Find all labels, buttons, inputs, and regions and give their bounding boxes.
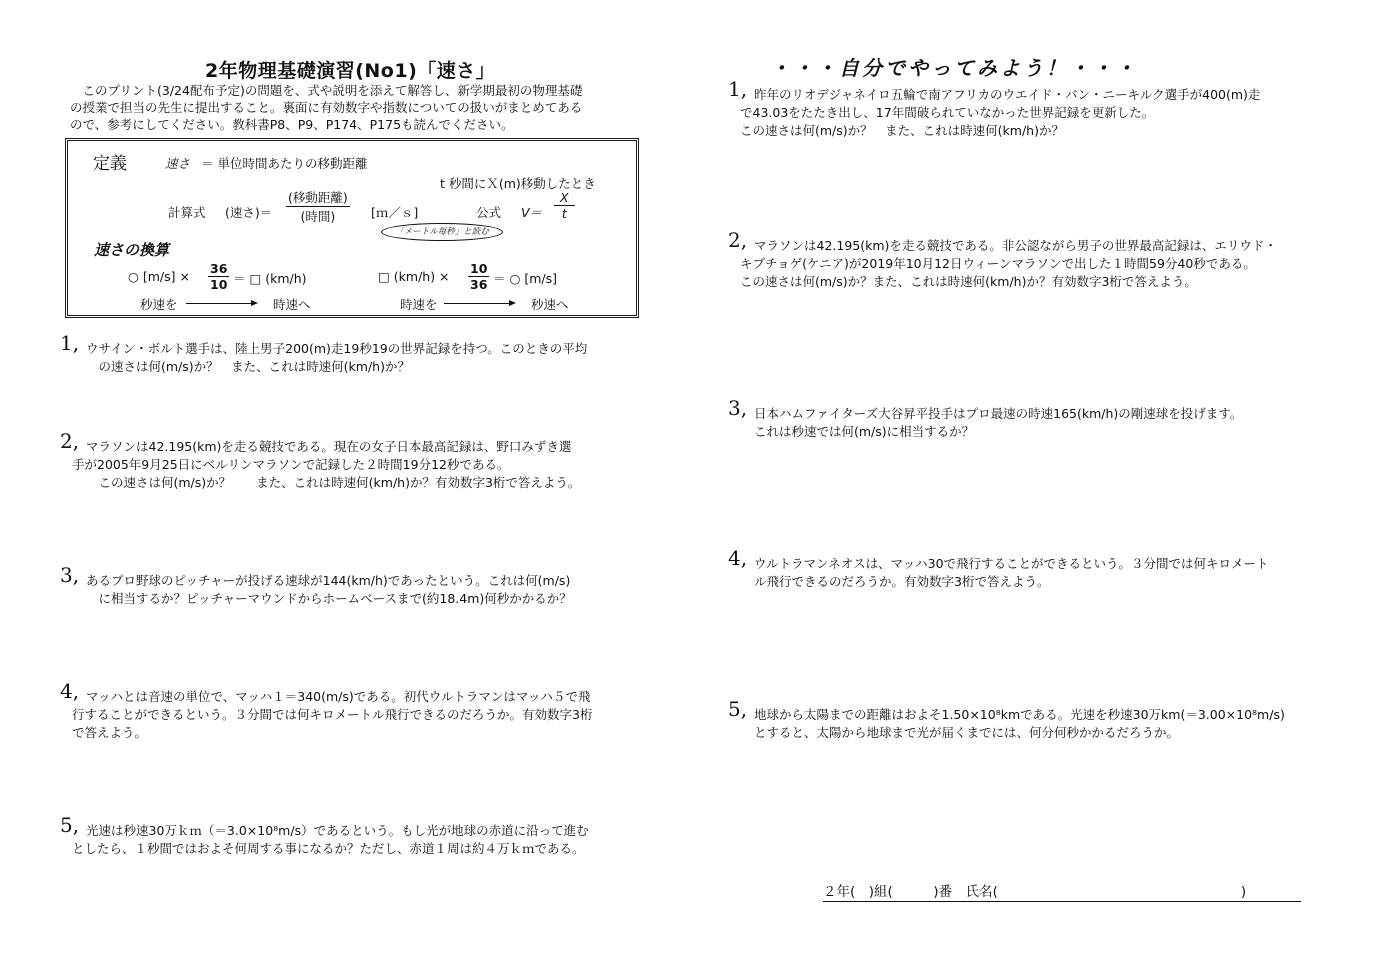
question-line: マラソンは42.195(km)を走る競技である。現在の女子日本最高記録は、野口みずき選 bbox=[86, 439, 572, 454]
question-line: マッハとは音速の単位で、マッハ１＝340(m/s)である。初代ウルトラマンはマッハ５で飛 bbox=[86, 689, 591, 704]
calc-numerator: (移動距離) bbox=[288, 190, 348, 205]
conv2-fraction bbox=[468, 261, 489, 292]
question-line: の速さは何(m/s)か？ また、これは時速何(km/h)か？ bbox=[86, 359, 410, 374]
left-question-4 bbox=[60, 679, 650, 742]
conv1-fraction bbox=[208, 261, 229, 292]
question-number: 5, bbox=[728, 697, 748, 721]
formula-fraction bbox=[554, 190, 575, 221]
definition-box bbox=[65, 138, 639, 318]
question-line: あるプロ野球のピッチャーが投げる速球が144(km/h)であったという。これは何(m/s) bbox=[86, 573, 571, 588]
intro-paragraph bbox=[70, 82, 655, 133]
question-line: 昨年のリオデジャネイロ五輪で南アフリカのウエイド・バン・ニーキルク選手が400(m)走 bbox=[754, 87, 1261, 102]
conv1-right: ＝ □ (km/h) bbox=[233, 271, 307, 286]
question-line: 手が2005年9月25日にベルリンマラソンで記録した２時間19分12秒である。 bbox=[72, 457, 510, 472]
question-line: としたら、１秒間ではおよそ何周する事になるか？ただし、赤道１周は約４万ｋｍである。 bbox=[72, 841, 585, 856]
formula-label: 公式 bbox=[476, 205, 502, 220]
question-line: この速さは何(m/s)か？ また、これは時速何(km/h)か？有効数字3桁で答えよう。 bbox=[86, 475, 581, 490]
calc-lhs: (速さ)＝ bbox=[225, 205, 273, 220]
right-question-2 bbox=[728, 228, 1328, 291]
question-number: 4, bbox=[60, 679, 80, 703]
arrow1-from: 秒速を bbox=[140, 297, 178, 312]
definition-condition: t 秒間にＸ(m)移動したとき bbox=[440, 176, 596, 191]
right-question-1 bbox=[728, 77, 1328, 140]
left-question-3 bbox=[60, 563, 650, 608]
question-line: とすると、太陽から地球まで光が届くまでには、何分何秒かかるだろうか。 bbox=[754, 725, 1180, 740]
conv2-right: ＝ ○ [m/s] bbox=[493, 271, 558, 286]
question-number: 3, bbox=[60, 563, 80, 587]
left-question-5 bbox=[60, 813, 650, 858]
calc-denominator: (時間) bbox=[300, 209, 336, 224]
left-question-1 bbox=[60, 331, 650, 376]
definition-label: 定義 bbox=[93, 154, 127, 174]
conversion-title: 速さの換算 bbox=[94, 241, 170, 259]
question-line: マラソンは42.195(km)を走る競技である。非公認ながら男子の世界最高記録は、エリウド・ bbox=[754, 238, 1277, 253]
question-line: ウルトラマンネオスは、マッハ30で飛行することができるという。３分間では何キロメート bbox=[754, 556, 1269, 571]
question-line: 行することができるという。３分間では何キロメートル飛行できるのだろうか。有効数字3桁 bbox=[72, 707, 593, 722]
right-question-4 bbox=[728, 546, 1328, 591]
right-question-5 bbox=[728, 697, 1328, 742]
intro-line: の授業で担当の先生に提出すること。裏面に有効数字や指数についての扱いがまとめてある bbox=[70, 100, 583, 115]
intro-line: ので、参考にしてください。教科書P8、P9、P174、P175も読んでください。 bbox=[70, 117, 514, 132]
question-number: 1, bbox=[60, 331, 80, 355]
right-question-3 bbox=[728, 396, 1328, 441]
question-line: に相当するか？ピッチャーマウンドからホームベースまで(約18.4m)何秒かかるか？ bbox=[86, 591, 572, 606]
question-line: ウサイン・ボルト選手は、陸上男子200(m)走19秒19の世界記録を持つ。このときの平均 bbox=[86, 341, 588, 356]
formula-denominator: t bbox=[561, 206, 567, 221]
question-number: 4, bbox=[728, 546, 748, 570]
worksheet-title: 2年物理基礎演習(No1)「速さ」 bbox=[205, 60, 496, 82]
question-number: 2, bbox=[60, 429, 80, 453]
conv2-denominator: 36 bbox=[470, 277, 488, 292]
reading-note-oval: 「メートル毎秒」と読む bbox=[381, 223, 503, 241]
question-line: で43.03をたたき出し、17年間破られていなかった世界記録を更新した。 bbox=[740, 105, 1155, 120]
formula-lhs: V＝ bbox=[521, 205, 543, 220]
question-line: 日本ハムファイターズ大谷昇平投手はプロ最速の時速165(km/h)の剛速球を投げます。 bbox=[754, 406, 1243, 421]
question-line: これは秒速では何(m/s)に相当するか？ bbox=[754, 424, 975, 439]
calc-unit: [ｍ／ｓ] bbox=[371, 205, 419, 220]
intro-line: このプリント(3/24配布予定)の問題を、式や説明を添えて解答し、新学期最初の物理基礎 bbox=[70, 83, 583, 98]
question-line: 地球から太陽までの距離はおよそ1.50×10⁸kmである。光速を秒速30万km(＝3.00×10⁸m/s) bbox=[754, 707, 1285, 722]
arrow1-to: 時速へ bbox=[273, 297, 311, 312]
definition-text: ＝ 単位時間あたりの移動距離 bbox=[201, 156, 368, 171]
calc-fraction bbox=[286, 188, 350, 225]
conv2-left: □ (km/h) × bbox=[378, 269, 450, 284]
question-number: 2, bbox=[728, 228, 748, 252]
conv2-numerator: 10 bbox=[470, 261, 488, 276]
question-line: この速さは何(m/s)か？ また、これは時速何(km/h)か？ bbox=[740, 123, 1064, 138]
arrow2-from: 時速を bbox=[400, 297, 438, 312]
formula-numerator: X bbox=[554, 190, 575, 206]
question-number: 1, bbox=[728, 77, 748, 101]
conv1-denominator: 10 bbox=[210, 277, 228, 292]
arrow2-icon bbox=[444, 303, 514, 304]
practice-heading: ・・・自分でやってみよう！・・・ bbox=[770, 56, 1138, 80]
question-line: 光速は秒速30万ｋｍ（＝3.0×10⁸m/s）であるという。もし光が地球の赤道に沿って進む bbox=[86, 823, 589, 838]
conv1-numerator: 36 bbox=[210, 261, 228, 276]
arrow2-to: 秒速へ bbox=[531, 297, 569, 312]
question-number: 5, bbox=[60, 813, 80, 837]
question-line: キプチョゲ(ケニア)が2019年10月12日ウィーンマラソンで出した１時間59分40秒である。 bbox=[740, 256, 1256, 271]
student-info-field[interactable]: ２年( )組( )番 氏名( ) bbox=[823, 880, 1301, 902]
calc-label: 計算式 bbox=[168, 205, 206, 220]
arrow1-icon bbox=[186, 303, 256, 304]
definition-term: 速さ bbox=[165, 156, 191, 171]
conv1-left: ○ [m/s] × bbox=[128, 269, 190, 284]
left-question-2 bbox=[60, 429, 650, 492]
question-line: ル飛行できるのだろうか。有効数字3桁で答えよう。 bbox=[754, 574, 1050, 589]
question-number: 3, bbox=[728, 396, 748, 420]
question-line: この速さは何(m/s)か？また、これは時速何(km/h)か？有効数字3桁で答えよう。 bbox=[740, 274, 1197, 289]
question-line: で答えよう。 bbox=[72, 725, 148, 740]
